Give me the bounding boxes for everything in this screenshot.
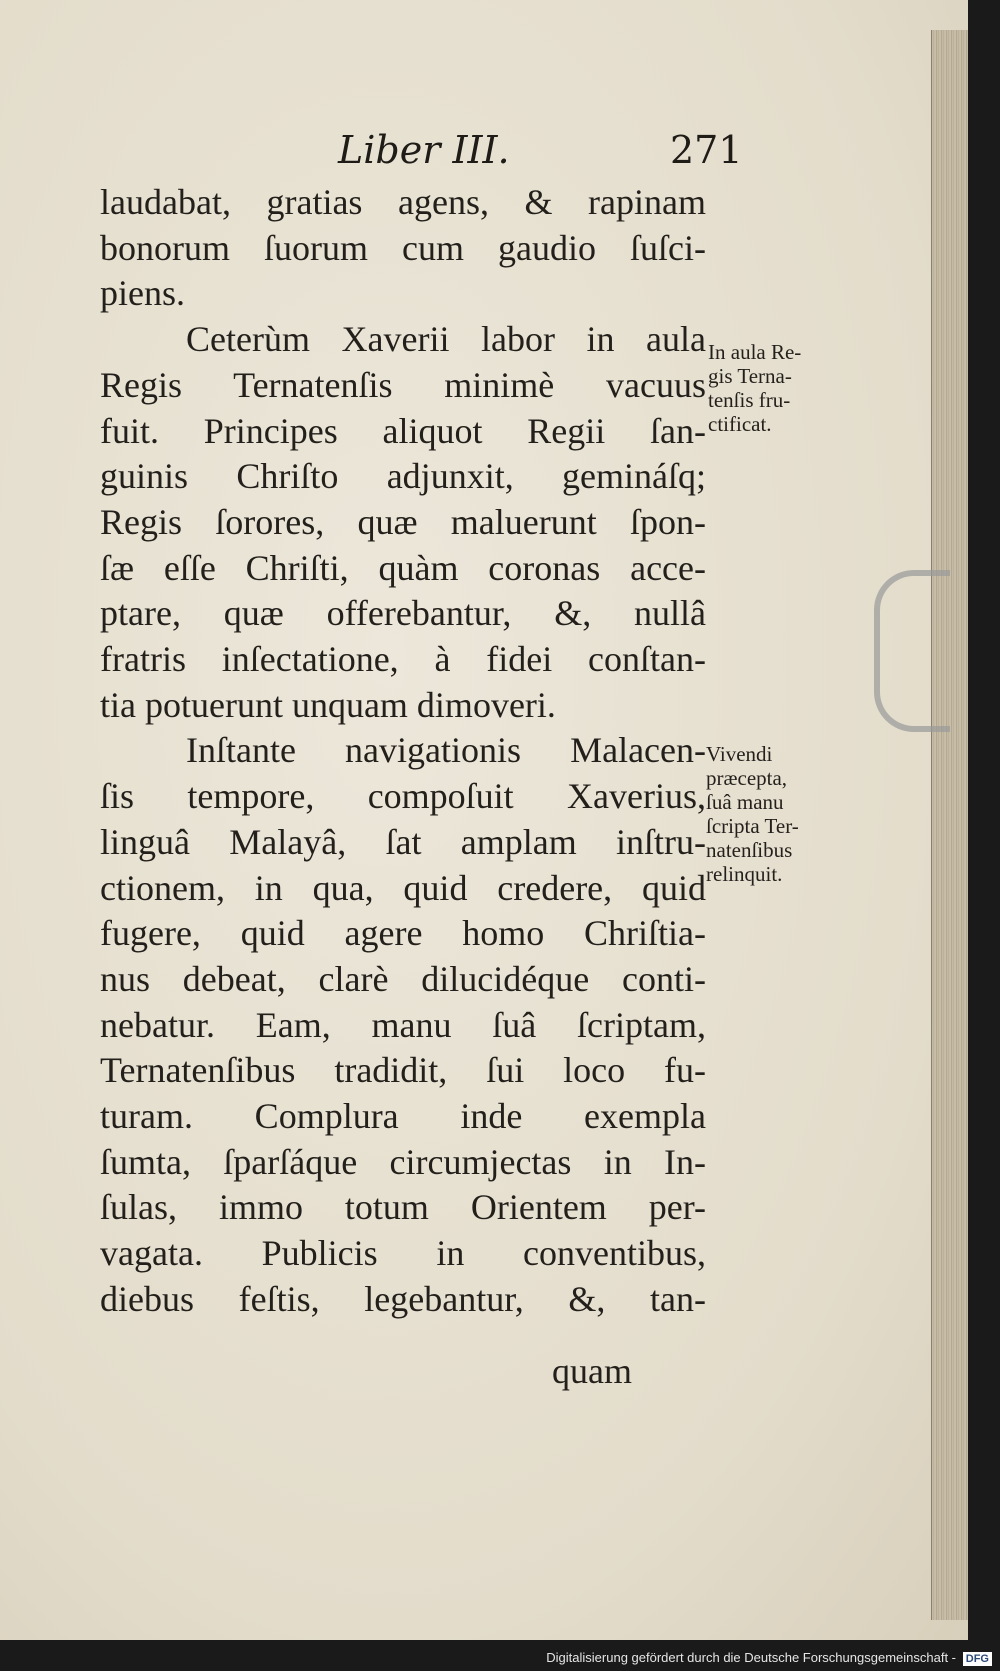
text-line: ptare, quæ offerebantur, &, nullâ	[100, 593, 706, 634]
margin-note-line: ſuâ manu	[706, 790, 784, 814]
catchword: quam	[552, 1351, 632, 1391]
margin-note-line: Vivendi	[706, 742, 773, 766]
text-line: Ceterùm Xaverii labor in aula	[186, 319, 706, 360]
text-line: ctionem, in qua, quid credere, quid	[100, 867, 706, 908]
text-line: fugere, quid agere homo Chriſtia-	[100, 913, 706, 954]
text-line: laudabat, gratias agens, & rapinam	[100, 182, 706, 222]
text-line: ſulas, immo totum Orientem per-	[100, 1187, 706, 1228]
running-head-title: Liber III.	[338, 128, 510, 172]
margin-note-line: relinquit.	[706, 862, 783, 886]
text-line: fratris inſectatione, à fidei conſtan-	[100, 639, 706, 680]
text-line: bonorum ſuorum cum gaudio ſuſci-	[100, 227, 706, 268]
text-line: linguâ Malayâ, ſat amplam inſtru-	[100, 821, 706, 862]
margin-note-line: gis Terna-	[708, 364, 792, 388]
text-line: nus debeat, clarè dilucidéque conti-	[100, 958, 706, 999]
bookmark-clip	[874, 570, 950, 732]
margin-note-line: natenſibus	[706, 838, 793, 862]
page-number: 271	[670, 128, 743, 172]
margin-note-line: In aula Re-	[708, 340, 802, 364]
text-line: vagata. Publicis in conventibus,	[100, 1233, 706, 1274]
margin-note-vivendi	[706, 742, 856, 886]
text-line: Regis ſorores, quæ maluerunt ſpon-	[100, 501, 706, 542]
margin-note-aula	[708, 340, 858, 436]
text-line: Ternatenſibus tradidit, ſui loco fu-	[100, 1050, 706, 1091]
text-line: Inſtante navigationis Malacen-	[186, 730, 706, 771]
footer-bar	[0, 1643, 1000, 1671]
text-line: tia potuerunt unquam dimoveri.	[100, 684, 556, 725]
margin-note-line: ctificat.	[708, 412, 772, 436]
text-line: Regis Ternatenſis minimè vacuus	[100, 364, 706, 405]
text-line: nebatur. Eam, manu ſuâ ſcriptam,	[100, 1004, 706, 1045]
text-line: diebus feſtis, legebantur, &, tan-	[100, 1278, 706, 1319]
text-line: ſis tempore, compoſuit Xaverius,	[100, 776, 706, 817]
text-line: turam. Complura inde exempla	[100, 1096, 706, 1137]
text-line: fuit. Principes aliquot Regii ſan-	[100, 410, 706, 451]
margin-note-line: præcepta,	[706, 766, 788, 790]
dfg-logo: DFG	[963, 1652, 992, 1666]
margin-note-line: ſcripta Ter-	[706, 814, 799, 838]
body-text	[100, 180, 706, 1323]
text-line: ſæ eſſe Chriſti, quàm coronas acce-	[100, 547, 706, 588]
footer-credit: Digitalisierung gefördert durch die Deutsche Forschungsgemeinschaft -	[546, 1650, 956, 1665]
running-head	[0, 128, 800, 178]
page-edge	[931, 30, 968, 1620]
text-line: piens.	[100, 273, 185, 314]
margin-note-line: tenſis fru-	[708, 388, 791, 412]
text-line: guinis Chriſto adjunxit, gemináſq;	[100, 456, 706, 497]
text-line: ſumta, ſparſáque circumjectas in In-	[100, 1141, 706, 1182]
